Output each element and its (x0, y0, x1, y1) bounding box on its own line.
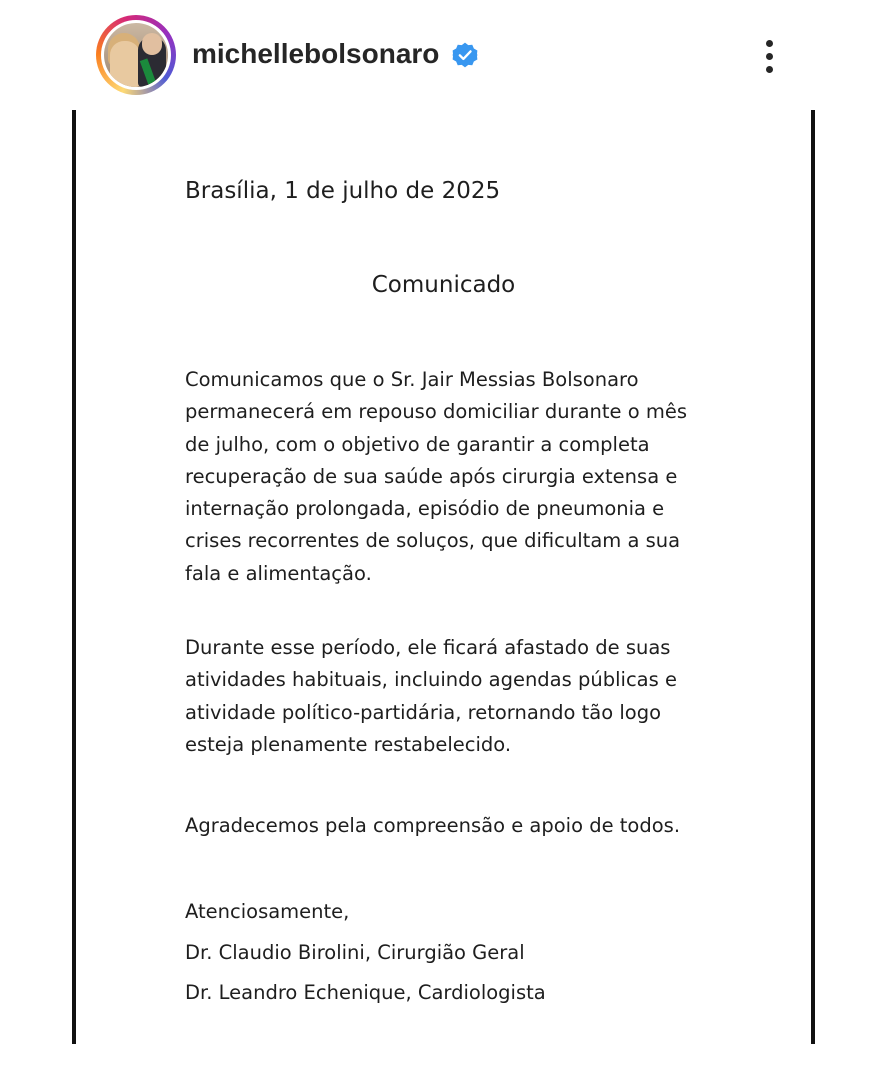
letter-signatory-1: Dr. Claudio Birolini, Cirurgião Geral (185, 940, 525, 964)
letter-title: Comunicado (371, 272, 516, 298)
post-footer-area (0, 1044, 870, 1066)
letter-closing: Atenciosamente, (185, 900, 350, 923)
letter-document (72, 110, 815, 1044)
letter-date: Brasília, 1 de julho de 2025 (185, 178, 501, 204)
letter-signature-block (185, 892, 546, 1014)
verified-badge-icon (452, 42, 478, 68)
letter-paragraph-3: Agradecemos pela compreensão e apoio de todos. (185, 814, 681, 837)
more-vertical-icon (766, 40, 773, 47)
profile-photo (104, 23, 168, 87)
letter-signatory-2: Dr. Leandro Echenique, Cardiologista (185, 981, 546, 1004)
avatar-story-ring[interactable] (96, 15, 176, 95)
avatar[interactable] (101, 20, 171, 90)
letter-paragraph-2: Durante esse período, ele ficará afastado de suas atividades habituais, incluindo agendas públicas e atividade político-partidária, retornando tão logo esteja plenamente restabelecido. (185, 636, 677, 756)
more-options-button[interactable] (756, 36, 784, 76)
more-vertical-icon (766, 66, 773, 73)
post-header (0, 0, 870, 110)
username-link[interactable]: michellebolsonaro (192, 38, 440, 69)
letter-paragraph-1: Comunicamos que o Sr. Jair Messias Bolsonaro permanecerá em repouso domiciliar durante o mês de julho, com o objetivo de garantir a completa recuperação de sua saúde após cirurgia extensa e internação prolongada, episódio de pneumonia e crises recorrentes de soluços, que dificultam a sua fala e alimentação. (185, 368, 688, 585)
more-vertical-icon (766, 53, 773, 60)
